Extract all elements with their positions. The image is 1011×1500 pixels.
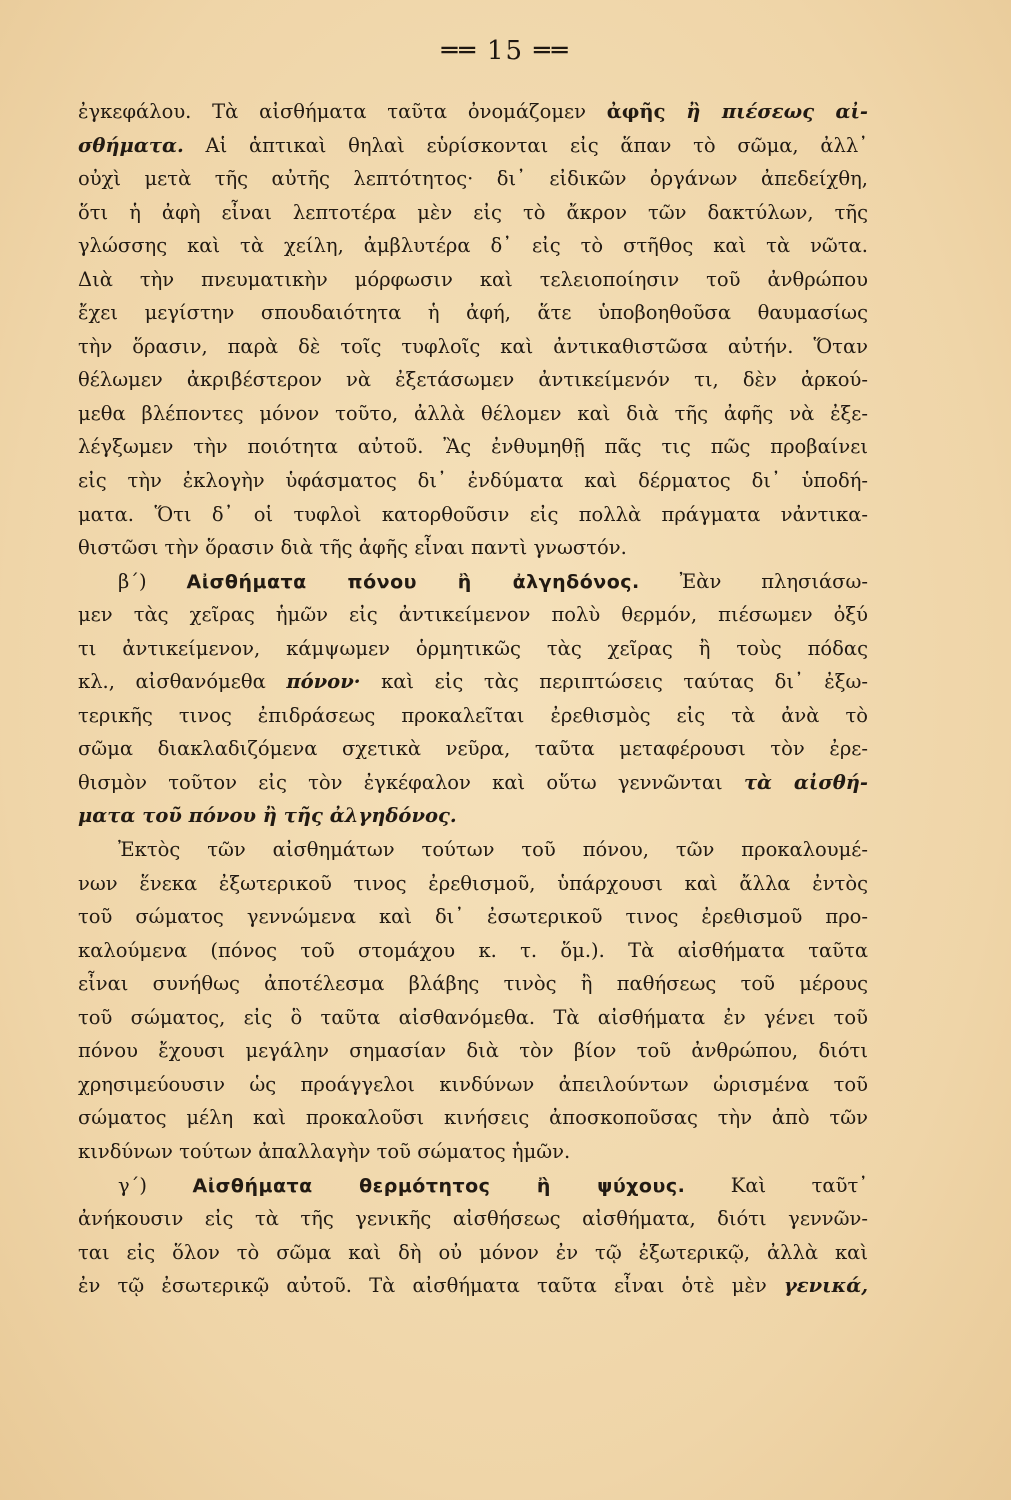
emphasis-text: γενικά, [783,1274,868,1298]
body-text [78,95,868,1303]
text-line [78,1135,868,1169]
text-line [78,430,868,464]
line-text: ἐγκεφάλου. Τὰ αἰσθήματα ταῦτα ὀνομάζομεν [78,100,607,123]
text-line [78,766,868,800]
text-line [78,263,868,297]
line-text: θιστῶσι τὴν ὅρασιν διὰ τῆς ἀφῆς εἶναι παντὶ γνωστόν. [78,536,627,560]
text-line [78,363,868,397]
text-line [78,196,868,230]
line-text: σῶμα διακλαδιζόμενα σχετικὰ νεῦρα, ταῦτα μεταφέρουσι τὸν ἐρε- [78,737,868,761]
line-text: κινδύνων τούτων ἀπαλλαγὴν τοῦ σώματος ἡμῶν. [78,1139,571,1163]
line-text: τὴν ὅρασιν, παρὰ δὲ τοῖς τυφλοῖς καὶ ἀντικαθιστῶσα αὐτήν. Ὅταν [78,334,868,358]
text-line [78,229,868,263]
line-text: εἶναι συνήθως ἀποτέλεσμα βλάβης τινὸς ἢ παθήσεως τοῦ μέρους [78,972,868,996]
text-line [78,1101,868,1135]
text-line [78,1236,868,1270]
line-text: νων ἕνεκα ἐξωτερικοῦ τινος ἐρεθισμοῦ, ὑπάρχουσι καὶ ἄλλα ἐντὸς [78,871,868,895]
emphasis-text: σθήματα. [78,133,184,157]
line-text: Ἐκτὸς τῶν αἰσθημάτων τούτων τοῦ πόνου, τῶν προκαλουμέ- [118,838,868,862]
line-text: πόνου ἔχουσι μεγάλην σημασίαν διὰ τὸν βίον τοῦ ἀνθρώπου, διότι [78,1039,868,1063]
page-number [0,36,1011,66]
text-line [78,833,868,867]
text-line [78,1202,868,1236]
text-line [78,1269,868,1303]
text-line [78,598,868,632]
text-line [78,330,868,364]
line-text: ται εἰς ὅλον τὸ σῶμα καὶ δὴ οὐ μόνον ἐν τῷ ἐξωτερικῷ, ἀλλὰ καὶ [78,1240,868,1264]
text-line [78,632,868,666]
line-text: καλούμενα (πόνος τοῦ στομάχου κ. τ. ὅμ.). Τὰ αἰσθήματα ταῦτα [78,938,868,962]
text-line [78,565,868,599]
line-text: οὐχὶ μετὰ τῆς αὐτῆς λεπτότητος· δι᾽ εἰδικῶν ὀργάνων ἀπεδείχθη, [78,167,868,191]
text-line [78,296,868,330]
line-text: θέλωμεν ἀκριβέστερον νὰ ἐξετάσωμεν ἀντικείμενόν τι, δὲν ἀρκού- [78,368,868,392]
line-text: λέγξωμεν τὴν ποιότητα αὐτοῦ. Ἂς ἐνθυμηθῇ πᾶς τις πῶς προβαίνει [78,435,868,459]
line-text: χρησιμεύουσιν ὡς προάγγελοι κινδύνων ἀπειλούντων ὡρισμένα τοῦ [78,1072,868,1096]
line-text: Ἐὰν πλησιάσω- [639,569,868,593]
page-number-dash-left: ══ [441,36,477,66]
emphasis-text: τὰ αἰσθή- [743,770,868,794]
line-text: Καὶ ταῦτ᾽ [685,1173,868,1197]
line-text: ἐν τῷ ἐσωτερικῷ αὐτοῦ. Τὰ αἰσθήματα ταῦτα εἶναι ὁτὲ μὲν [78,1274,784,1298]
page-number-value: 15 [486,36,525,66]
line-text: Διὰ τὴν πνευματικὴν μόρφωσιν καὶ τελειοποίησιν τοῦ ἀνθρώπου [78,267,868,291]
line-text: θισμὸν τοῦτον εἰς τὸν ἐγκέφαλον καὶ οὕτω γεννῶνται [78,770,744,794]
emphasis-text: πόνον· [286,670,361,694]
text-line [78,397,868,431]
line-text: ὅτι ἡ ἀφὴ εἶναι λεπτοτέρα μὲν εἰς τὸ ἄκρον τῶν δακτύλων, τῆς [78,200,868,224]
line-text: σώματος μέλη καὶ προκαλοῦσι κινήσεις ἀποσκοποῦσας τὴν ἀπὸ τῶν [78,1106,868,1130]
text-line [78,95,868,129]
text-line [78,1169,868,1203]
text-line [78,1034,868,1068]
emphasis-text: ἀφῆς [606,100,666,123]
text-line [78,531,868,565]
text-line [78,464,868,498]
line-text: μεν τὰς χεῖρας ἡμῶν εἰς ἀντικείμενον πολὺ θερμόν, πιέσωμεν ὀξύ [78,603,868,627]
line-text: Αἱ ἁπτικαὶ θηλαὶ εὑρίσκονται εἰς ἅπαν τὸ σῶμα, ἀλλ᾽ [183,133,868,157]
line-text: μεθα βλέποντες μόνον τοῦτο, ἀλλὰ θέλομεν καὶ διὰ τῆς ἀφῆς νὰ ἐξε- [78,401,868,425]
line-text: κλ., αἰσθανόμεθα [78,670,287,694]
line-text [665,100,686,123]
emphasis-text: Αἰσθήματα θερμότητος ἢ ψύχους. [192,1174,686,1197]
page-number-dash-right: ══ [534,36,570,66]
text-line [78,934,868,968]
text-line [78,1068,868,1102]
line-text: τοῦ σώματος γεννώμενα καὶ δι᾽ ἐσωτερικοῦ τινος ἐρεθισμοῦ προ- [78,905,868,929]
emphasis-text: ἢ πιέσεως αἰ- [686,100,868,123]
text-line [78,967,868,1001]
line-text: γλώσσης καὶ τὰ χείλη, ἀμβλυτέρα δ᾽ εἰς τὸ στῆθος καὶ τὰ νῶτα. [78,234,868,258]
emphasis-text: ματα τοῦ πόνου ἢ τῆς ἀλγηδόνος. [78,804,457,828]
text-line [78,498,868,532]
line-text: ματα. Ὅτι δ᾽ οἱ τυφλοὶ κατορθοῦσιν εἰς πολλὰ πράγματα νἀντικα- [78,502,868,526]
line-text: καὶ εἰς τὰς περιπτώσεις ταύτας δι᾽ ἐξω- [360,670,868,694]
text-line [78,867,868,901]
text-line [78,129,868,163]
line-text: τοῦ σώματος, εἰς ὃ ταῦτα αἰσθανόμεθα. Τὰ αἰσθήματα ἐν γένει τοῦ [78,1005,868,1029]
text-line [78,732,868,766]
line-text: β´) [118,569,187,593]
emphasis-text: Αἰσθήματα πόνου ἢ ἀλγηδόνος. [186,570,640,593]
line-text: εἰς τὴν ἐκλογὴν ὑφάσματος δι᾽ ἐνδύματα καὶ δέρματος δι᾽ ὑποδή- [78,469,868,493]
line-text: τι ἀντικείμενον, κάμψωμεν ὁρμητικῶς τὰς χεῖρας ἢ τοὺς πόδας [78,636,868,660]
text-line [78,162,868,196]
text-line [78,900,868,934]
text-line [78,699,868,733]
line-text: ἀνήκουσιν εἰς τὰ τῆς γενικῆς αἰσθήσεως αἰσθήματα, διότι γεννῶν- [78,1207,868,1231]
text-line [78,1001,868,1035]
text-line [78,799,868,833]
line-text: γ´) [118,1173,193,1197]
line-text: τερικῆς τινος ἐπιδράσεως προκαλεῖται ἐρεθισμὸς εἰς τὰ ἀνὰ τὸ [78,703,868,727]
text-line [78,665,868,699]
line-text: ἔχει μεγίστην σπουδαιότητα ἡ ἀφή, ἅτε ὑποβοηθοῦσα θαυμασίως [78,301,868,325]
